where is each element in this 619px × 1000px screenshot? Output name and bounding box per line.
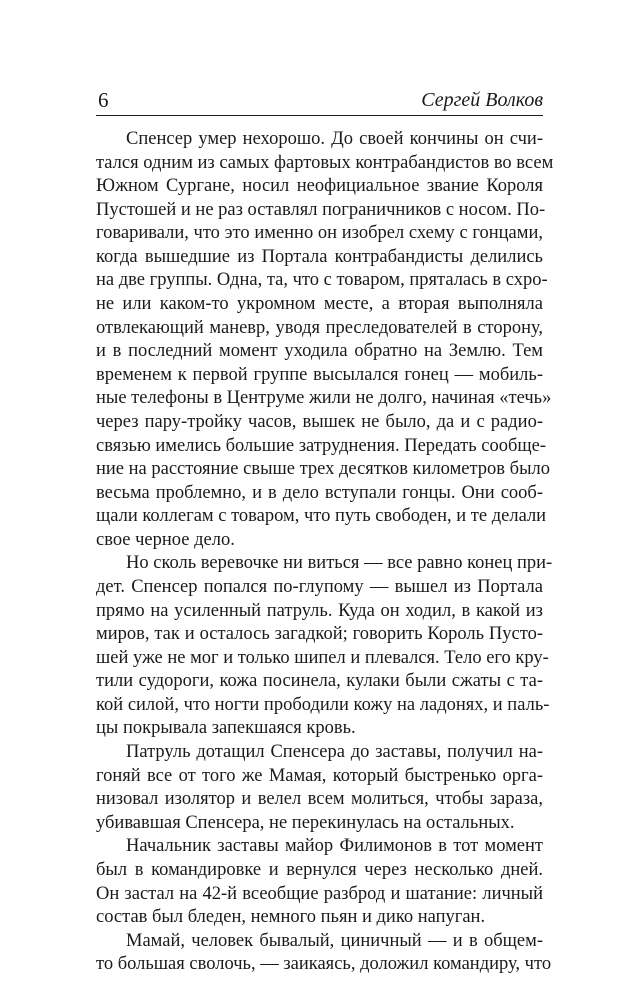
text-line: Но сколь веревочке ни виться — все равно конец при- — [126, 553, 553, 574]
text-line: щали коллегам с товаром, что путь свободен, и те делали — [96, 506, 547, 527]
text-line: шей уже не мог и только шипел и плевался. Тело его кру- — [96, 647, 549, 668]
text-line: ние на расстояние свыше трех десятков километров было — [96, 459, 550, 480]
paragraph — [96, 835, 543, 929]
text-line: через пару-тройку часов, вышек не было, да и с радио- — [96, 411, 543, 432]
text-line: прямо на усиленный патруль. Куда он ходил, в какой из — [96, 600, 543, 621]
text-line: тался одним из самых фартовых контрабандистов во всем — [96, 152, 554, 173]
text-line: кой силой, что ногти прободили кожу на ладонях, и паль- — [96, 694, 550, 715]
page-header — [96, 88, 543, 118]
text-line: убивавшая Спенсера, не перекинулась на остальных. — [96, 812, 515, 833]
text-line: свое черное дело. — [96, 529, 235, 550]
text-line: низовал изолятор и велел всем молиться, чтобы зараза, — [96, 789, 543, 810]
text-line: состав был бледен, немного пьян и дико напуган. — [96, 907, 486, 928]
text-line: связью имелись большие затруднения. Передать сообще- — [96, 435, 547, 456]
text-line: не или каком-то укромном месте, а вторая выполняла — [96, 294, 543, 315]
text-line: ные телефоны в Центруме жили не долго, начиная «течь» — [96, 388, 552, 409]
text-line: Пустошей и не раз оставлял пограничников с носом. По- — [96, 199, 546, 220]
page-number: 6 — [98, 88, 109, 112]
text-line: отвлекающий маневр, уводя преследователей в сторону, — [96, 317, 543, 338]
text-line: и в последний момент уходила обратно на Землю. Тем — [96, 341, 543, 362]
text-line: Он застал на 42-й всеобщие разброд и шатание: личный — [96, 883, 543, 904]
text-line: Спенсер умер нехорошо. До своей кончины он счи- — [126, 129, 543, 149]
paragraph — [96, 128, 554, 552]
text-line: Южном Сургане, носил неофициальное звание Короля — [96, 176, 543, 197]
text-line: говаривали, что это именно он изобрел схему с гонцами, — [96, 223, 543, 244]
text-line: миров, так и осталось загадкой; говорить Король Пусто- — [96, 624, 543, 645]
text-line: гоняй все от того же Мамая, который быстренько орга- — [96, 765, 543, 786]
paragraph — [96, 552, 553, 741]
text-line: на две группы. Одна, та, что с товаром, пряталась в схро- — [96, 270, 548, 291]
running-head-author: Сергей Волков — [421, 89, 543, 111]
text-line: дет. Спенсер попался по-глупому — вышел из Портала — [96, 576, 543, 597]
text-line: Патруль дотащил Спенсера до заставы, получил на- — [126, 742, 543, 763]
text-line: весьма проблемно, и в дело вступали гонцы. Они сооб- — [96, 482, 543, 503]
text-line: когда вышедшие из Портала контрабандисты делились — [96, 246, 543, 267]
text-line: Начальник заставы майор Филимонов в тот момент — [126, 836, 543, 857]
header-rule — [96, 115, 543, 116]
paragraph — [96, 930, 552, 977]
paragraph — [96, 741, 543, 835]
body-text — [96, 128, 554, 977]
text-line: цы покрывала запекшаяся кровь. — [96, 718, 356, 739]
text-line: тили судороги, кожа посинела, кулаки были сжаты с та- — [96, 671, 543, 692]
text-line: Мамай, человек бывалый, циничный — и в общем- — [126, 930, 543, 951]
text-line: временем к первой группе высылался гонец — мобиль- — [96, 364, 543, 385]
text-line: то большая сволочь, — заикаясь, доложил командиру, что — [96, 954, 552, 975]
text-line: был в командировке и вернулся через несколько дней. — [96, 859, 543, 880]
